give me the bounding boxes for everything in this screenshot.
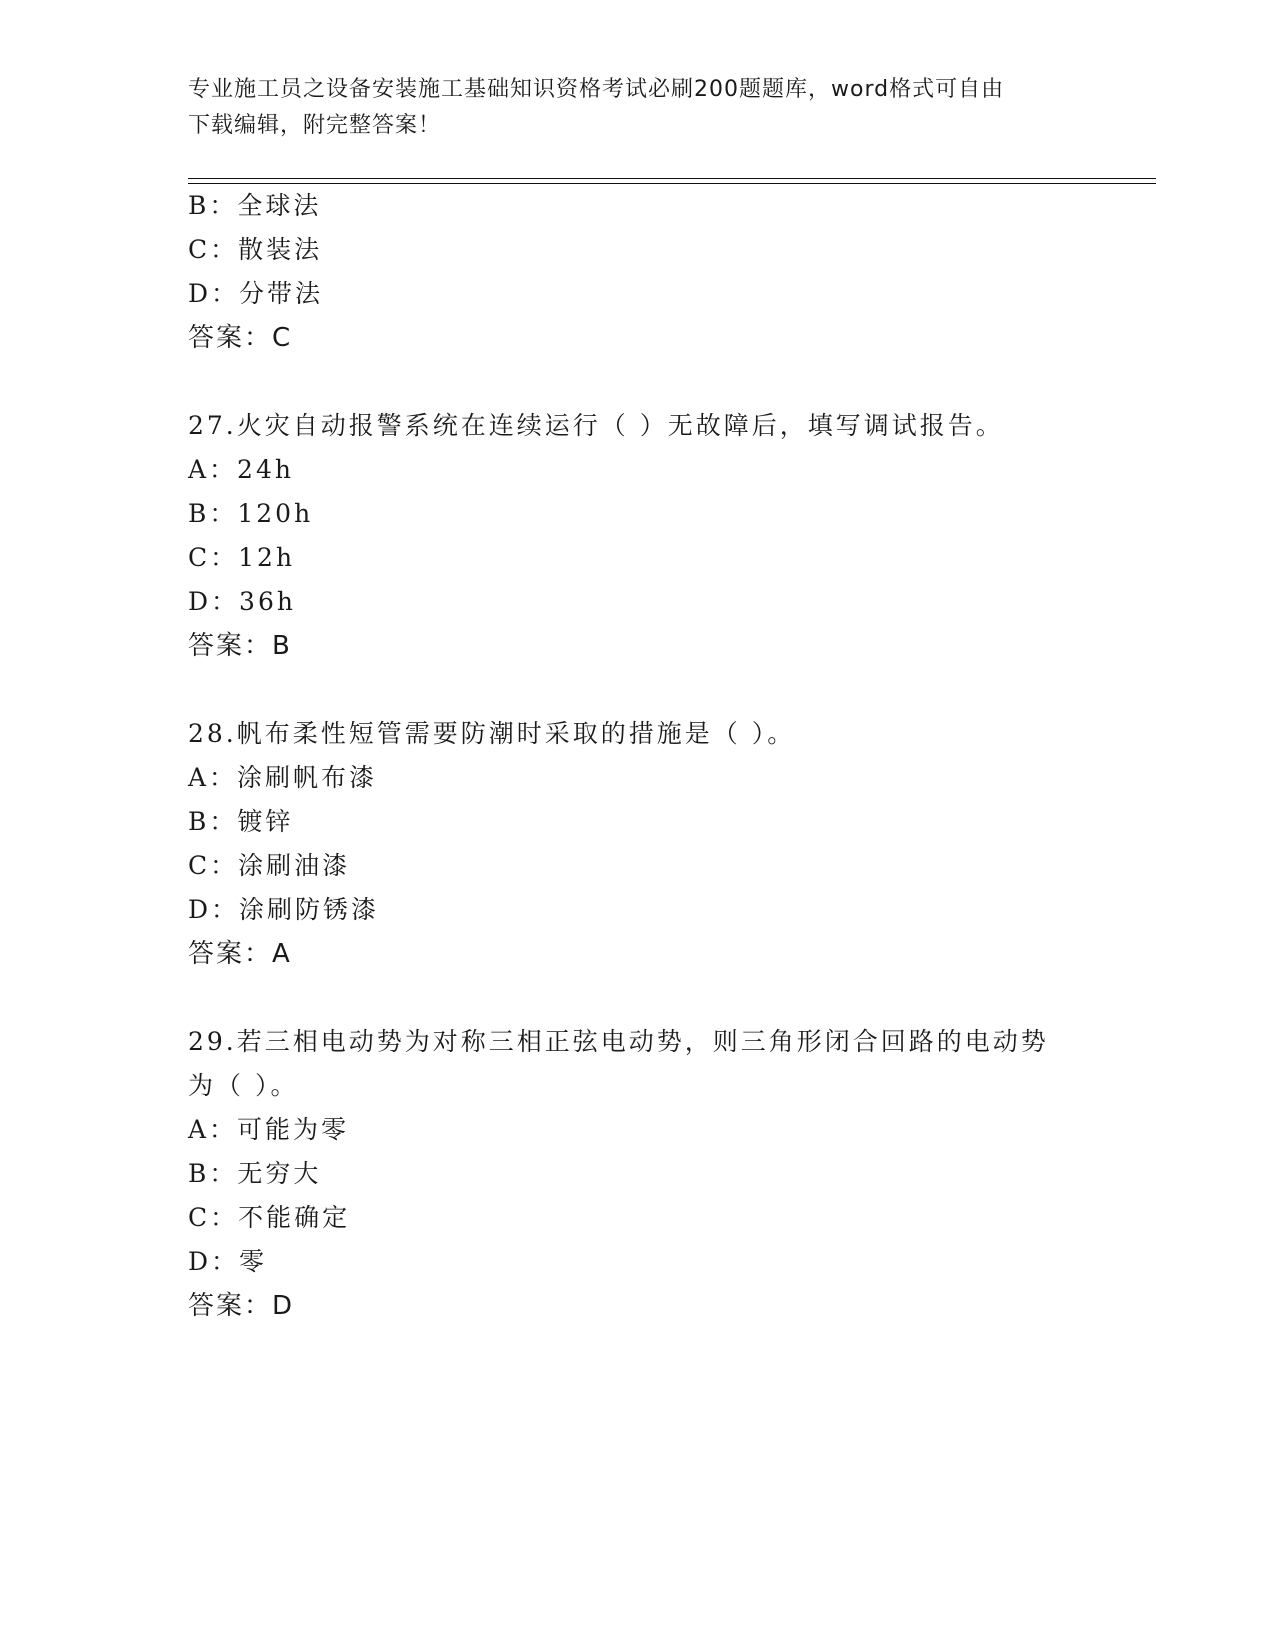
q27-option-a: A：24h [188,455,294,484]
q27-answer: 答案：B [188,631,292,661]
q29-stem-line-2: 为（ ）。 [188,1071,299,1100]
q28-option-b: B：镀锌 [188,807,294,836]
q28-option-d: D：涂刷防锈漆 [188,895,380,924]
q28-stem: 28.帆布柔性短管需要防潮时采取的措施是（ ）。 [188,719,796,748]
header-rule-bottom [188,183,1156,184]
q27-option-c: C：12h [188,543,296,572]
q29-option-d: D：零 [188,1247,268,1276]
q29-option-b: B：无穷大 [188,1159,322,1188]
q26-option-b: B：全球法 [188,191,322,220]
q29-answer: 答案：D [188,1291,295,1321]
q27-stem: 27.火灾自动报警系统在连续运行（ ）无故障后，填写调试报告。 [188,411,1004,440]
q27-option-d: D：36h [188,587,296,616]
header-line-2: 下载编辑，附完整答案！ [188,113,442,138]
q29-option-c: C：不能确定 [188,1203,351,1232]
q26-option-c: C：散装法 [188,235,323,264]
q28-option-c: C：涂刷油漆 [188,851,351,880]
q27-option-b: B：120h [188,499,314,528]
header-rule-top [188,178,1156,179]
q28-answer: 答案：A [188,939,292,969]
q29-option-a: A：可能为零 [188,1115,350,1144]
q29-stem-line-1: 29.若三相电动势为对称三相正弦电动势，则三角形闭合回路的电动势 [188,1027,1049,1056]
q28-option-a: A：涂刷帆布漆 [188,763,378,792]
q26-option-d: D：分带法 [188,279,324,308]
q26-answer: 答案：C [188,323,293,353]
document-header [188,72,1088,144]
header-line-1: 专业施工员之设备安装施工基础知识资格考试必刷200题题库，word格式可自由 [188,77,1005,102]
